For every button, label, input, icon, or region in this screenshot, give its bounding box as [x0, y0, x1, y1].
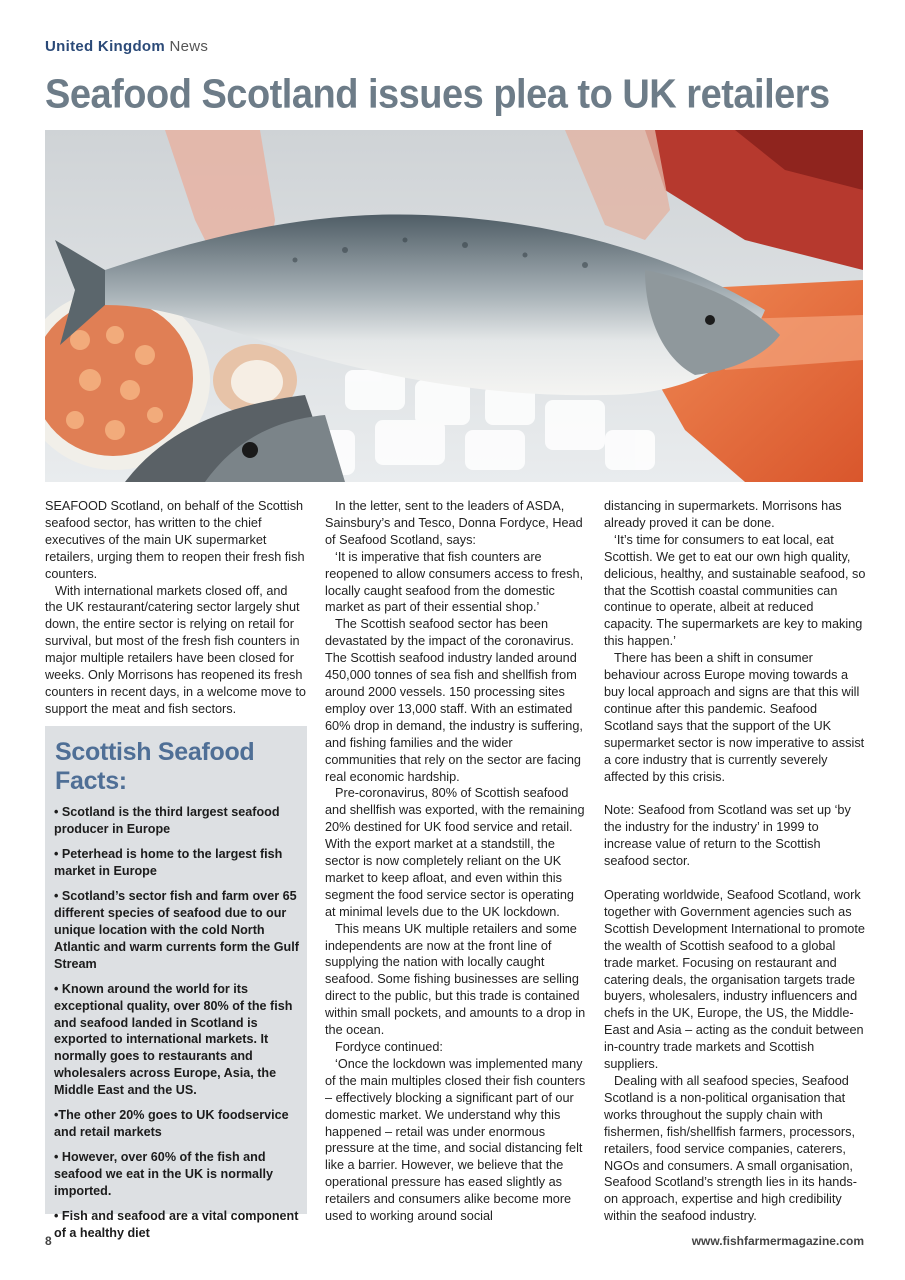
fact-item: • Fish and seafood are a vital component of a healthy diet [54, 1209, 299, 1241]
article-paragraph: The Scottish seafood sector has been devastated by the impact of the coronavirus. The Scottish seafood industry landed around 450,000 tonnes of sea fish and shellfish from around 2000 vessels. 150 processing sites employ over 13,000 staff. With an estimated 60% drop in demand, the industry is suffering, and fishing families and the wider communities that rely on the sector are facing real economic hardship. [325, 617, 583, 784]
article-paragraph: distancing in supermarkets. Morrisons has already proved it can be done. [604, 499, 842, 530]
salmon-photo [45, 130, 863, 482]
article-paragraph: Pre-coronavirus, 80% of Scottish seafood and shellfish was exported, with the remaining 20% destined for UK food service and retail. With the export market at a standstill, the sector is now completely reliant on the UK market to keep afloat, and even within this segment the food service sector is operating at minimal levels due to the UK lockdown. [325, 786, 585, 919]
fact-item: • Peterhead is home to the largest fish market in Europe [54, 847, 283, 878]
article-paragraph: In the letter, sent to the leaders of ASDA, Sainsbury’s and Tesco, Donna Fordyce, Head of Seafood Scotland, says: [325, 499, 583, 547]
article-column-3 [604, 498, 866, 1225]
section-label-region: United Kingdom [45, 38, 166, 55]
fact-item: •The other 20% goes to UK foodservice and retail markets [54, 1108, 289, 1139]
article-paragraph: There has been a shift in consumer behaviour across Europe moving towards a buy local approach and signs are that this will continue after this pandemic. Seafood Scotland says that the support of the UK supermarket sector is now imperative to assist a core industry that is currently severely affected by this crisis. [604, 651, 865, 784]
section-label-news: News [169, 38, 209, 55]
article-paragraph: SEAFOOD Scotland, on behalf of the Scottish seafood sector, has written to the chief executives of the main UK supermarket retailers, urging them to reopen their fresh fish counters. [45, 499, 305, 581]
article-column-1 [45, 498, 307, 718]
article-headline: Seafood Scotland issues plea to UK retailers [45, 72, 830, 118]
fact-item: • However, over 60% of the fish and seafood we eat in the UK is normally imported. [54, 1150, 274, 1198]
article-paragraph: Dealing with all seafood species, Seafood Scotland is a non-political organisation that works throughout the supply chain with fishermen, fish/shellfish farmers, processors, retailers, food service companies, caterers, NGOs and consumers. A small organisation, Seafood Scotland’s strength lies in its hands-on approach, expertise and high credibility within the seafood industry. [604, 1074, 857, 1224]
footer-url[interactable]: www.fishfarmermagazine.com [691, 1234, 864, 1248]
section-label [45, 38, 208, 55]
article-paragraph: ‘It’s time for consumers to eat local, eat Scottish. We get to eat our own high quality, delicious, healthy, and sustainable seafood, so that the Scottish coastal communities can continue to operate, albeit at reduced capacity. The supermarkets are key to making this happen.’ [604, 532, 866, 649]
facts-title: Scottish Seafood Facts: [55, 738, 255, 795]
article-paragraph: ‘It is imperative that fish counters are reopened to allow consumers access to fresh, locally caught seafood from the domestic market as part of their essential shop.’ [325, 549, 584, 615]
fact-item: • Known around the world for its exceptional quality, over 80% of the fish and seafood landed in Scotland is exported to international markets. It normally goes to restaurants and wholesalers across Europe, Asia, the Middle East and the US. [54, 981, 293, 1097]
salmon-photo-icon [45, 130, 863, 482]
article-paragraph: This means UK multiple retailers and some independents are now at the front line of supplying the nation with locally caught seafood. Some fishing businesses are selling direct to the public, but this trade is contained within small pockets, and amounts to a drop in the ocean. [325, 921, 586, 1038]
article-paragraph: Fordyce continued: [335, 1040, 443, 1054]
page-number: 8 [45, 1234, 52, 1248]
article-paragraph: With international markets closed off, and the UK restaurant/catering sector largely shut down, the entire sector is relying on retail for survival, but most of the fresh fish counters in major multiple retailers have been closed for weeks. Only Morrisons has reopened its fresh counters in recent days, in a welcome move to support the meat and fish sectors. [45, 583, 306, 716]
article-paragraph: Operating worldwide, Seafood Scotland, work together with Government agencies such as Scottish Development International to promote the wealth of Scottish seafood to a global trade market. Focusing on restaurant and catering deals, the organisation targets trade buyers, wholesalers, industry influencers and chefs in the UK, Europe, the US, the Middle-East and Asia – acting as the conduit between in-country trade markets and Scottish suppliers. [604, 888, 865, 1072]
article-paragraph: ‘Once the lockdown was implemented many of the main multiples closed their fish counters – effectively blocking a significant part of our domestic market. We understand why this happened – retail was under enormous pressure at the time, and social distancing felt like a barrier. However, we believe that the operational pressure has eased slightly as retailers and consumers alike become more used to working around social [325, 1056, 586, 1224]
fact-item: • Scotland’s sector fish and farm over 65 different species of seafood due to our unique location with the cold North Atlantic and warm currents form the Gulf Stream [54, 889, 299, 971]
article-note: Note: Seafood from Scotland was set up ‘by the industry for the industry’ in 1999 to increase value of return to the Scottish seafood sector. [604, 803, 851, 869]
fact-item: • Scotland is the third largest seafood producer in Europe [54, 805, 280, 836]
facts-box [45, 726, 307, 1241]
article-column-2 [325, 498, 587, 1225]
